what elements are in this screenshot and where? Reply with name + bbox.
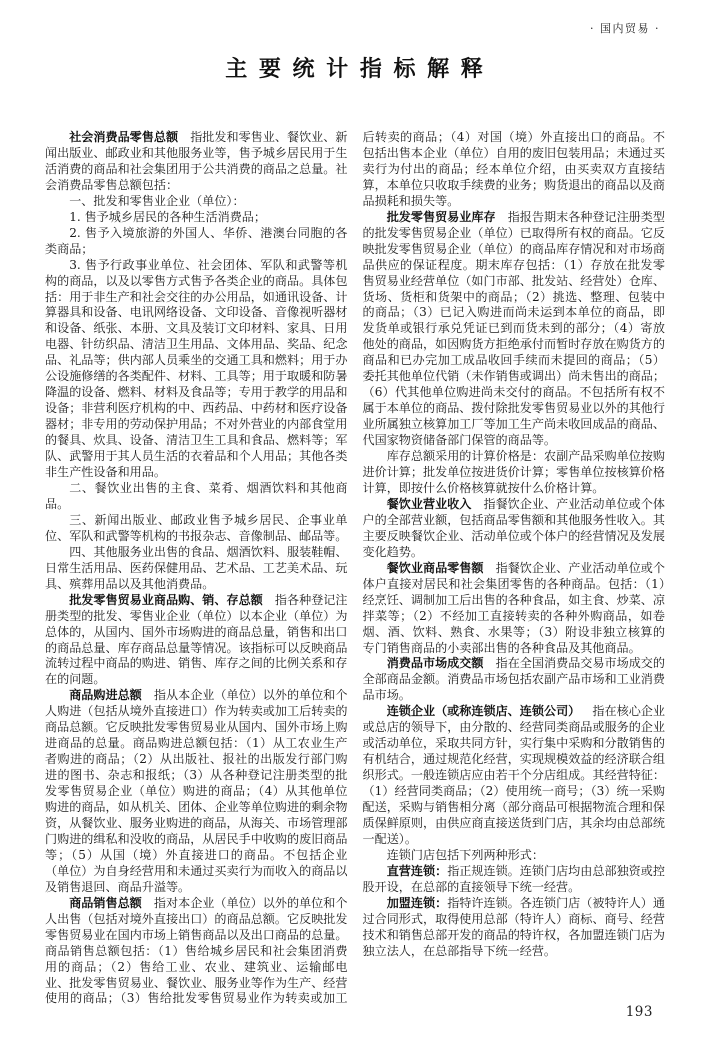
paragraph-text: 四、其他服务业出售的食品、烟酒饮料、服装鞋帽、日常生活用品、医药保健用品、艺术品、工艺美术品、玩具、殡葬用品以及其他消费品。 xyxy=(45,544,348,591)
paragraph-text: 指餐饮企业、产业活动单位或个体户直接对居民和社会集团零售的各种商品。包括：（1）经烹饪、调制加工后出售的各种食品，如主食、炒菜、凉拌菜等；（2）不经加工直接转卖的各种外购商品，如卷烟、酒、饮料、熟食、水果等；（3）附设非独立核算的专门销售商品的小卖部出售的各种食品及其他商品。 xyxy=(362,560,665,655)
paragraph xyxy=(363,864,666,896)
paragraph xyxy=(363,497,666,561)
paragraph xyxy=(363,210,666,449)
term-heading: 消费品市场成交额 xyxy=(386,656,484,671)
paragraph-text: 二、餐饮业出售的主食、菜肴、烟酒饮料和其他商品。 xyxy=(45,480,348,511)
paragraph xyxy=(45,130,348,194)
paragraph xyxy=(45,226,348,258)
paragraph xyxy=(363,848,666,864)
paragraph-text: 指餐饮企业、产业活动单位或个体户的全部营业额，包括商品零售额和其他服务性收入。其主要反映餐饮企业、活动单位或个体户的经营情况及发展变化趋势。 xyxy=(362,496,665,559)
paragraph xyxy=(363,561,666,657)
term-heading: 加盟连锁： xyxy=(386,895,448,910)
page-title: 主 要 统 计 指 标 解 释 xyxy=(225,56,485,82)
paragraph-text: 一、批发和零售业企业（单位）： xyxy=(69,193,245,208)
term-heading: 批发零售贸易业商品购、销、存总额 xyxy=(69,592,263,607)
paragraph-text: 2. 售予入境旅游的外国人、华侨、港澳台同胞的各类商品； xyxy=(45,225,348,256)
page-number: 193 xyxy=(625,1004,653,1020)
paragraph xyxy=(45,481,348,513)
paragraph xyxy=(363,896,666,960)
chapter-header-label: · 国内贸易 · xyxy=(590,22,660,35)
paragraph-text: 3. 售予行政事业单位、社会团体、军队和武警等机构的商品，以及以零售方式售予各类企业的商品。具体包括：用于非生产和社会交往的办公用品，如通讯设备、计算器具和设备、电讯网络设备、文印设备、音像视听器材和设备、纸张、本册、文具及装订文印材料、家具、日用电器、针纺织品、清洁卫生用品、文体用品、奖品、纪念品、礼品等；供内部人员乘坐的交通工具和燃料；用于办公设施修缮的各类配件、材料、工具等；用于取暖和防暑降温的设备、燃料、材料及食品等；专用于教学的用品和设备；非营利医疗机构的中、西药品、中药材和医疗设备器材；非专用的劳动保护用品；不对外营业的内部食堂用的餐具、炊具、设备、清洁卫生工具和食品、燃料等；军队、武警用于其人员生活的衣着品和个人用品；其他各类非生产性设备和用品。 xyxy=(45,257,348,480)
term-heading: 直营连锁： xyxy=(386,863,448,878)
paragraph xyxy=(45,545,348,593)
paragraph-text: 指各种登记注册类型的批发、零售业企业（单位）以本企业（单位）为总体的，从国内、国外市场购进的商品总量，销售和出口的商品总量、库存商品总量等情况。该指标可以反映商品流转过程中商品的购进、销售、库存之间的比例关系和存在的问题。 xyxy=(45,592,348,687)
paragraph-text: 指报告期末各种登记注册类型的批发零售贸易企业（单位）已取得所有权的商品。它反映批发零售贸易企业（单位）的商品库存情况和对市场商品供应的保证程度。期末库存包括：（1）存放在批发零售贸易业经营单位（如门市部、批发站、经营处）仓库、货场、货柜和货架中的商品；（2）挑选、整理、包装中的商品；（3）已记入购进而尚未运到本单位的商品，即发货单或银行承兑凭证已到而货未到的部分；（4）寄放他处的商品，如因购货方拒绝承付而暂时存放在购货方的商品和已办完加工成品收回手续而未提回的商品；（5）委托其他单位代销（未作销售或调出）尚未售出的商品；（6）代其他单位购进尚未交付的商品。不包括所有权不属于本单位的商品、拨付除批发零售贸易业以外的其他行业所属独立核算加工厂等加工生产尚未收回成品的商品、代国家物资储备部门保管的商品等。 xyxy=(362,209,665,448)
term-heading: 商品购进总额 xyxy=(69,688,142,703)
paragraph xyxy=(45,194,348,210)
article-columns xyxy=(45,130,665,1014)
paragraph xyxy=(45,688,348,895)
paragraph-text: 连锁门店包括下列两种形式： xyxy=(386,847,544,862)
paragraph-text: 指在全国消费品交易市场成交的全部商品金额。消费品市场包括农副产品市场和工业消费品市场。 xyxy=(362,656,665,703)
paragraph-text: 1. 售予城乡居民的各种生活消费品； xyxy=(69,209,266,224)
paragraph xyxy=(45,513,348,545)
paragraph xyxy=(45,593,348,689)
paragraph xyxy=(363,449,666,497)
paragraph-text: 指从本企业（单位）以外的单位和个人购进（包括从境外直接进口）作为转卖或加工后转卖的商品总额。它反映批发零售贸易业从国内、国外市场上购进商品的总量。商品购进总额包括：（1）从工农业生产者购进的商品；（2）从出版社、报社的出版发行部门购进的图书、杂志和报纸；（3）从各种登记注册类型的批发零售贸易企业（单位）购进的商品；（4）从其他单位购进的商品，如从机关、团体、企业等单位购进的剩余物资，从餐饮业、服务业购进的商品，从海关、市场管理部门购进的缉私和没收的商品，从居民手中收购的废旧商品等；（5）从国（境）外直接进口的商品。不包括企业（单位）为自身经营用和未通过买卖行为而收入的商品以及销售退回、商品升溢等。 xyxy=(45,688,348,894)
term-heading: 连锁企业（或称连锁店、连锁公司） xyxy=(386,704,581,719)
term-heading: 商品销售总额 xyxy=(69,895,142,910)
paragraph-text: 指在核心企业或总店的领导下，由分散的、经营同类商品或服务的企业或活动单位，采取共同方针，实行集中采购和分散销售的有机结合，通过规范化经营，实现规模效益的经济联合组织形式。一般连锁店应由若干个分店组成。其经营特征：（1）经营同类商品；（2）使用统一商号；（3）统一采购配送，采购与销售相分离（部分商品可根据物流合理和保质保鲜原则，由供应商直接送货到门店，其余均由总部统一配送）。 xyxy=(362,704,665,846)
paragraph-text: 指特许连锁。各连锁门店（被特许人）通过合同形式，取得使用总部（特许人）商标、商号、经营技术和销售总部开发的商品的特许权，各加盟连锁门店为独立法人，在总部指导下统一经营。 xyxy=(362,895,665,958)
paragraph xyxy=(363,704,666,848)
paragraph-text: 指批发和零售业、餐饮业、新闻出版业、邮政业和其他服务业等，售予城乡居民用于生活消费的商品和社会集团用于公共消费的商品之总量。社会消费品零售总额包括： xyxy=(45,130,348,192)
paragraph-text: 三、新闻出版业、邮政业售予城乡居民、企事业单位、军队和武警等机构的书报杂志、音像制品、邮品等。 xyxy=(45,512,348,543)
term-heading: 社会消费品零售总额 xyxy=(69,130,179,144)
term-heading: 批发零售贸易业库存 xyxy=(386,209,496,224)
paragraph-text: 指正规连锁。连锁门店均由总部独资或控股开设，在总部的直接领导下统一经营。 xyxy=(362,863,665,894)
term-heading: 餐饮业商品零售额 xyxy=(386,560,484,575)
paragraph-text: 指对本企业（单位）以外的单位和个人出售（包括对境外直接出口）的商品总额。它反映批发零售贸易业在国内市场上销售商品以及出口商品的总量。商品销售总额包括：（1）售给城乡居民和社会集团消费用的商品；（2）售给工业、农业、建筑业、运输邮电业、批发零售贸易业、餐饮业、服务业等作为生产、经营使用的商品；（3）售给批发零售贸易业作为转卖或加工后转卖的商品；（4）对国（境）外直接出口的商品。不包括出售本企业（单位）自用的废旧包装用品；未通过买卖行为付出的商品；经本单位介绍，由买卖双方直接结算，本单位只收取手续费的业务；购货退出的商品以及商品损耗和损失等。 xyxy=(45,130,665,1006)
paragraph-text: 库存总额采用的计算价格是：农副产品采购单位按购进价计算；批发单位按进货价计算；零售单位按核算价格计算，即按什么价格核算就按什么价格计算。 xyxy=(362,449,665,495)
paragraph xyxy=(45,258,348,481)
paragraph xyxy=(45,210,348,226)
paragraph xyxy=(363,656,666,704)
term-heading: 餐饮业营业收入 xyxy=(386,496,472,511)
